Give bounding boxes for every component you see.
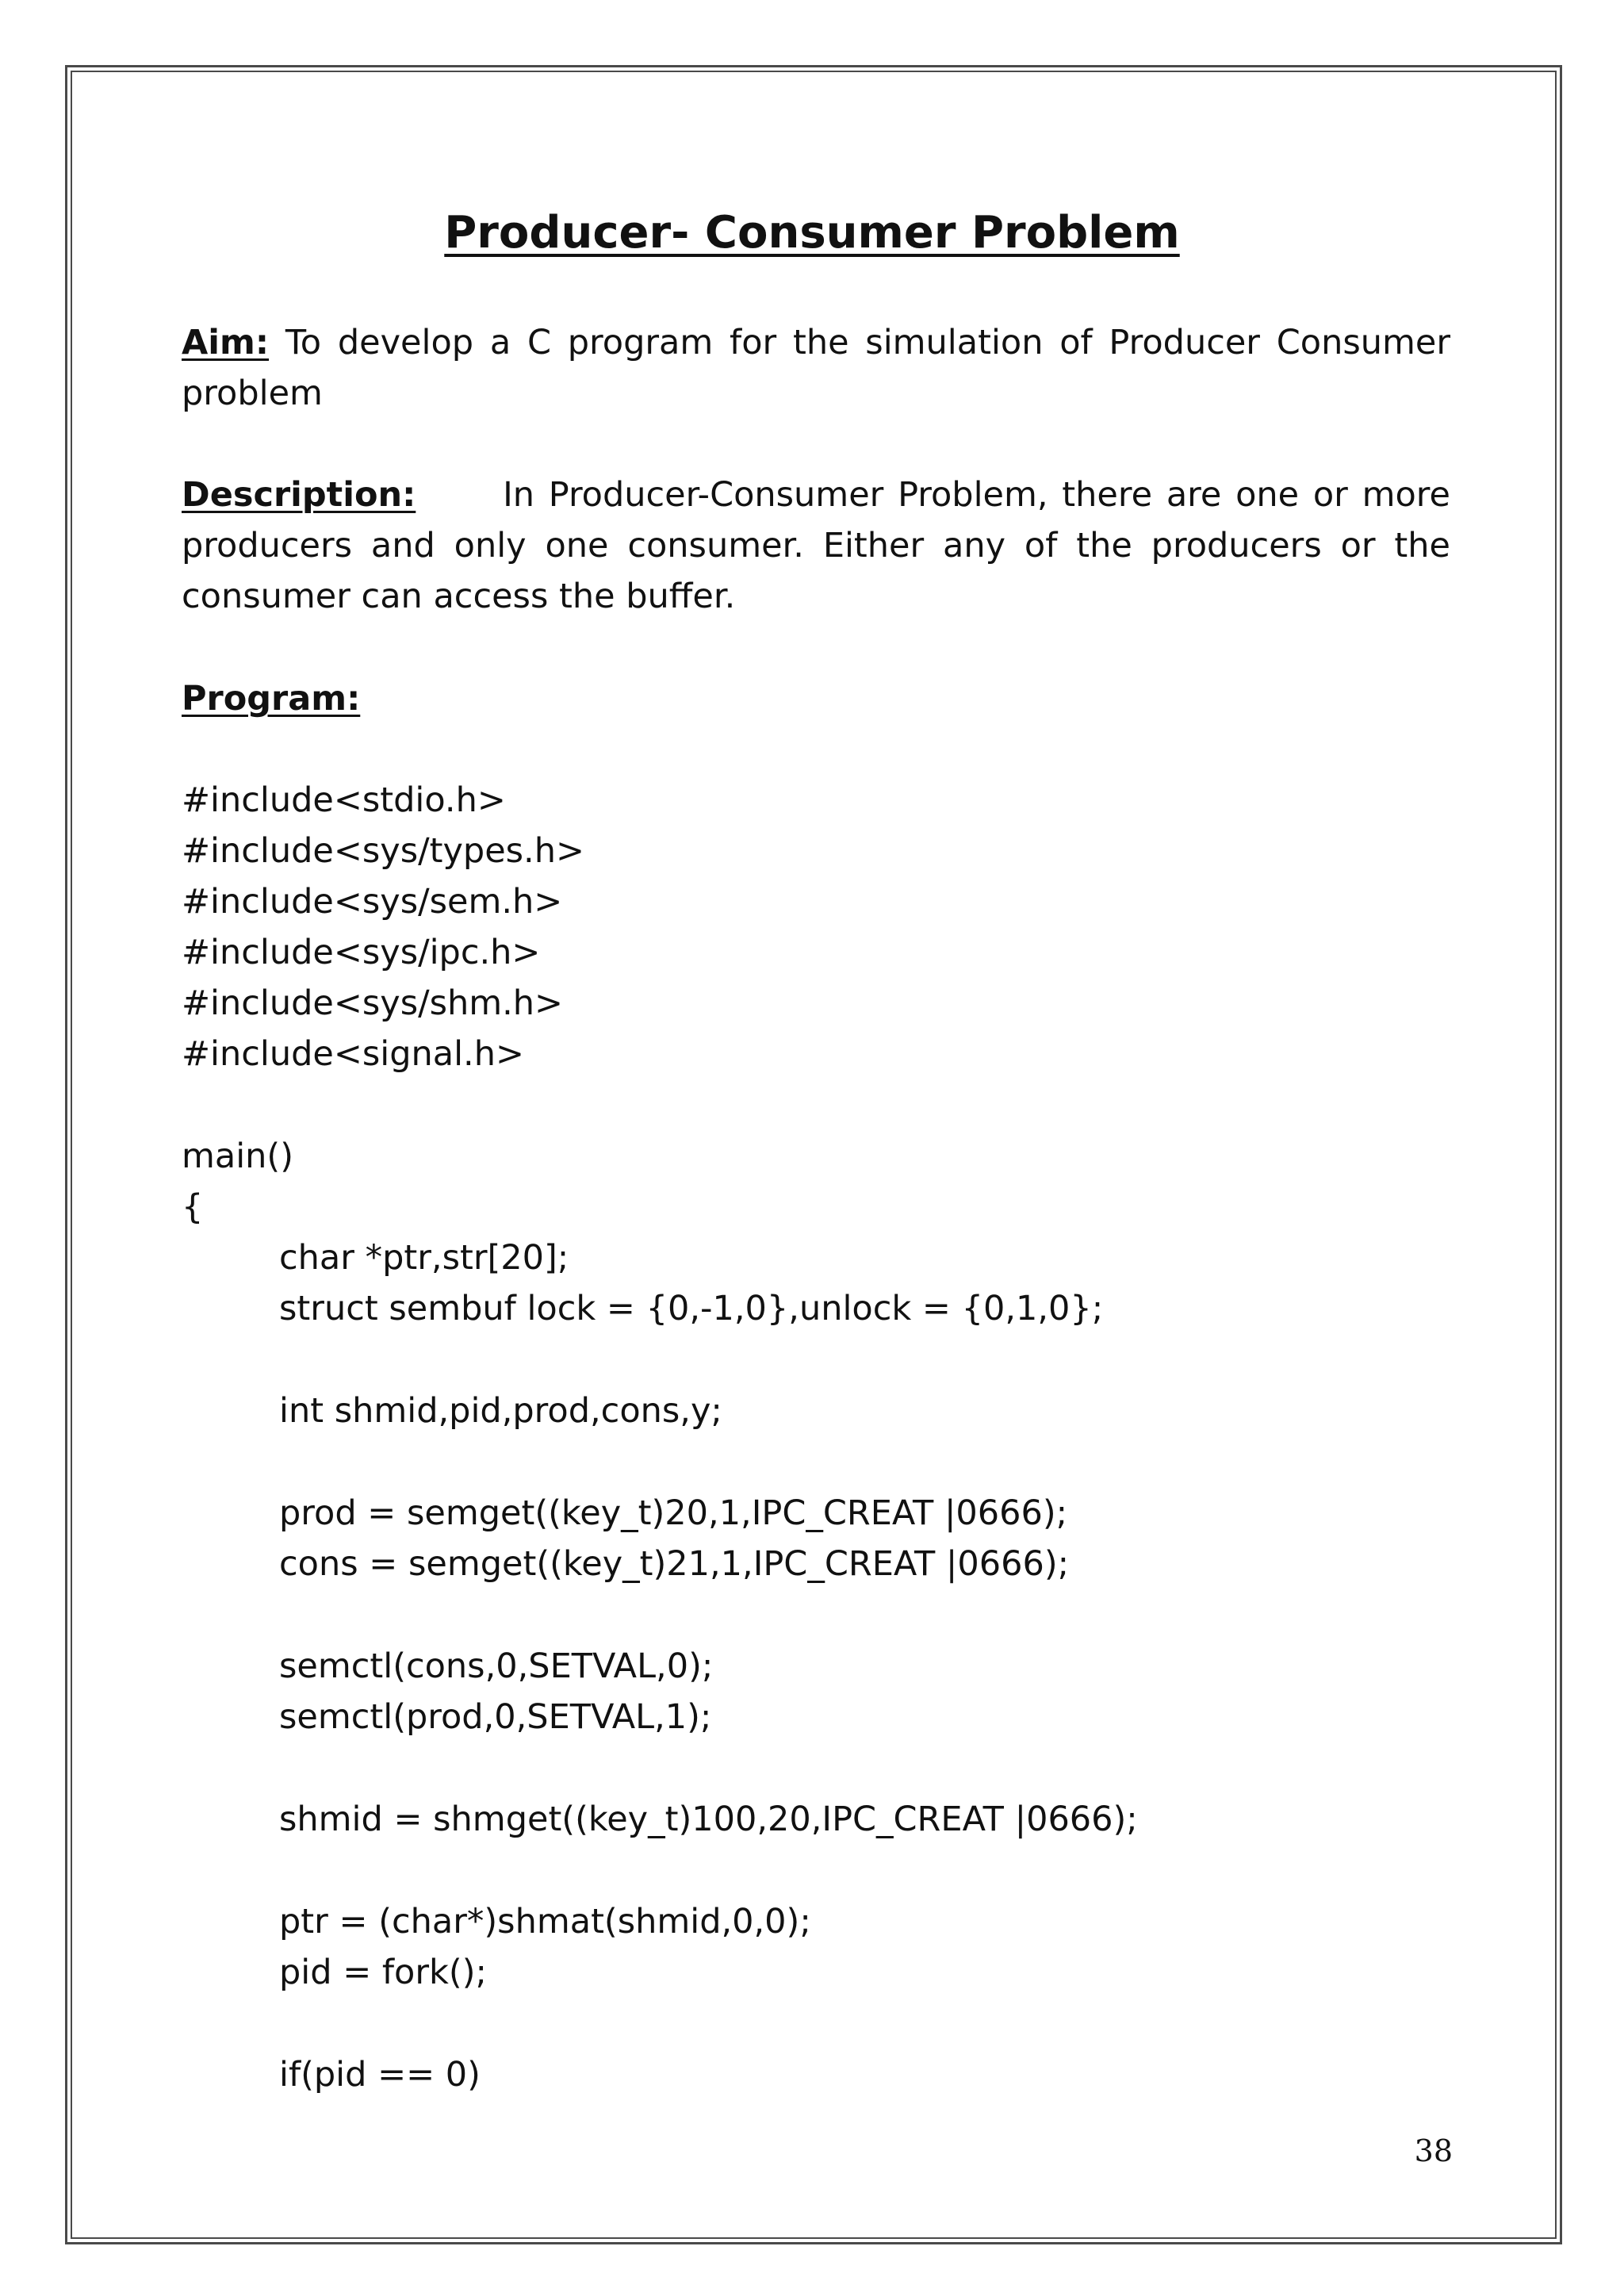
description-text: In Producer-Consumer Problem, there are one or more producers and only one consumer. Either any of the producers or the consumer can access the buffer.	[182, 475, 1450, 616]
page-number: 38	[1414, 2133, 1453, 2168]
code-line: struct sembuf lock = {0,-1,0},unlock = {0,1,0};	[279, 1289, 1104, 1328]
code-line: char *ptr,str[20];	[279, 1238, 569, 1278]
code-line: {	[182, 1187, 204, 1227]
code-line: cons = semget((key_t)21,1,IPC_CREAT |0666);	[279, 1544, 1070, 1584]
program-label: Program:	[182, 679, 361, 719]
code-line: main()	[182, 1137, 293, 1176]
code-line: prod = semget((key_t)20,1,IPC_CREAT |0666);	[279, 1493, 1068, 1533]
description-paragraph	[182, 470, 1450, 622]
code-line: #include<sys/sem.h>	[182, 882, 563, 922]
code-line: #include<stdio.h>	[182, 780, 506, 820]
code-line: shmid = shmget((key_t)100,20,IPC_CREAT |0666);	[279, 1800, 1138, 1839]
aim-paragraph	[182, 317, 1450, 419]
code-line: ptr = (char*)shmat(shmid,0,0);	[279, 1902, 811, 1941]
code-line: semctl(prod,0,SETVAL,1);	[279, 1697, 712, 1737]
code-line: if(pid == 0)	[279, 2055, 481, 2095]
code-line: semctl(cons,0,SETVAL,0);	[279, 1646, 714, 1686]
aim-label: Aim:	[182, 323, 270, 362]
code-line: #include<sys/ipc.h>	[182, 933, 541, 972]
code-line: #include<signal.h>	[182, 1034, 524, 1074]
description-label: Description:	[182, 475, 416, 515]
code-line: int shmid,pid,prod,cons,y;	[279, 1391, 722, 1431]
page-title	[0, 205, 1624, 262]
code-line: #include<sys/types.h>	[182, 831, 585, 871]
page-title-text: Producer- Consumer Problem	[444, 207, 1180, 259]
code-line: #include<sys/shm.h>	[182, 983, 564, 1023]
aim-text: To develop a C program for the simulation of Producer Consumer problem	[182, 323, 1451, 413]
code-line: pid = fork();	[279, 1953, 487, 1992]
program-section-label	[182, 673, 360, 724]
